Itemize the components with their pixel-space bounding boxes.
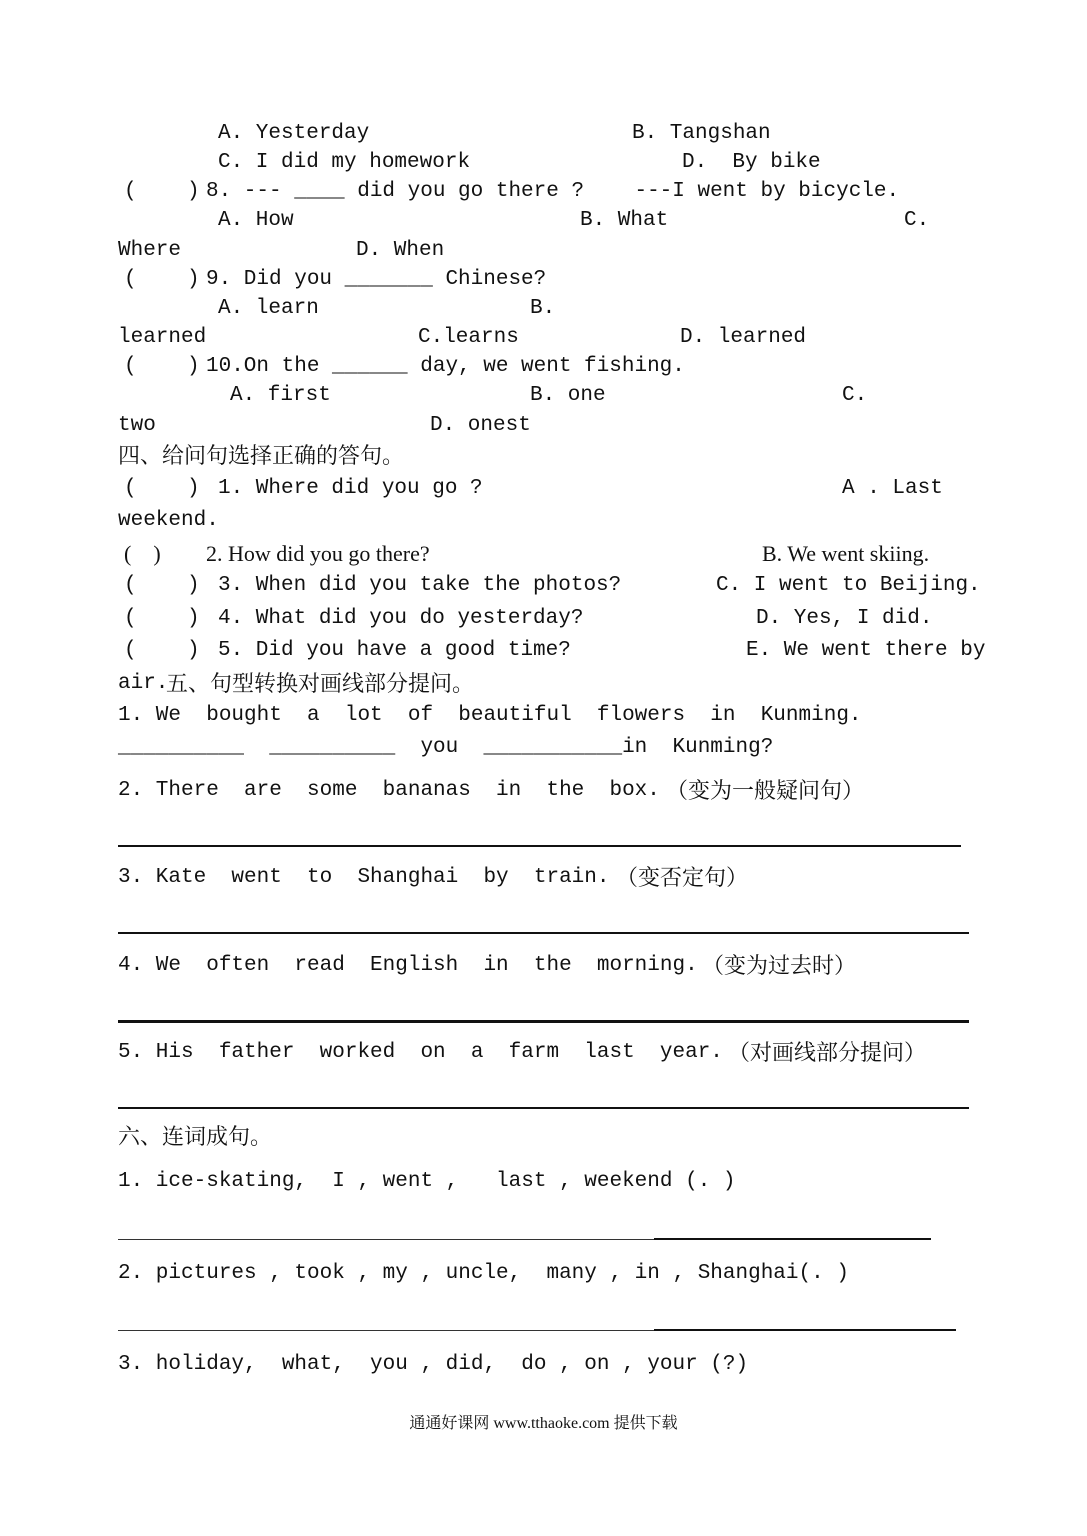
q8-option-c-letter: C. [904, 209, 930, 232]
s4-item2-question: 2. How did you go there? [206, 541, 430, 566]
q9-stem: 9. Did you _______ Chinese? [206, 268, 547, 291]
s4-item5-paren: ( ) [124, 639, 200, 662]
section5-title: 五、句型转换对画线部分提问。 [166, 671, 475, 696]
s4-item3-answer: C. I went to Beijing. [716, 574, 981, 597]
q8-option-a: A. How [218, 209, 294, 232]
s4-item5-answer-wrap: air. [118, 672, 169, 695]
s4-item4-answer: D. Yes, I did. [756, 607, 933, 630]
q9-option-b-letter: B. [530, 297, 556, 320]
q10-stem: 10.On the ______ day, we went fishing. [206, 355, 685, 378]
q9-option-b-word: learned [118, 326, 207, 349]
q8-option-b: B. What [580, 209, 669, 232]
q8-option-d: D. When [356, 239, 445, 262]
q10-option-d: D. onest [430, 414, 531, 437]
s5-sentence3: 3. Kate went to Shanghai by train. [118, 866, 610, 889]
q8-option-c-word: Where [118, 239, 182, 262]
q7-option-a: A. Yesterday [218, 122, 370, 145]
q9-option-a: A. learn [218, 297, 319, 320]
q10-answer-paren: ( ) [124, 355, 200, 378]
s5-sentence2-note: （变为一般疑问句） [666, 778, 865, 803]
s5-sentence5-note: （对画线部分提问） [728, 1040, 927, 1065]
q10-option-b: B. one [530, 384, 606, 407]
s5-sentence1-blanks: __________ __________ you ___________in Kunming? [118, 736, 774, 759]
s4-item2-paren: ( ) [124, 541, 161, 566]
page-footer: 通通好课网 www.tthaoke.com 提供下载 [409, 1415, 678, 1432]
q10-option-c-letter: C. [842, 384, 868, 407]
section6-title: 六、连词成句。 [118, 1124, 273, 1149]
answer-line-s6-2a [118, 1330, 654, 1331]
q10-option-c-word: two [118, 414, 156, 437]
s6-item2: 2. pictures , took , my , uncle, many , in , Shanghai(. ) [118, 1262, 849, 1285]
q8-answer-paren: ( ) [124, 180, 200, 203]
q9-option-c: C.learns [418, 326, 519, 349]
s4-item3-paren: ( ) [124, 574, 200, 597]
q8-stem: 8. --- ____ did you go there ? ---I went by bicycle. [206, 180, 900, 203]
s5-sentence5: 5. His father worked on a farm last year. [118, 1041, 723, 1064]
s5-sentence1: 1. We bought a lot of beautiful flowers in Kunming. [118, 704, 862, 727]
s4-item3-question: 3. When did you take the photos? [218, 574, 622, 597]
section4-title: 四、给问句选择正确的答句。 [118, 443, 405, 468]
answer-line-s5-3 [118, 932, 969, 934]
q10-option-a: A. first [230, 384, 331, 407]
answer-line-s5-2 [118, 845, 961, 847]
s4-item5-answer: E. We went there by [746, 639, 986, 662]
s4-item5-question: 5. Did you have a good time? [218, 639, 571, 662]
s4-item1-paren: ( ) [124, 477, 200, 500]
answer-line-s5-5 [118, 1107, 969, 1109]
s4-item4-paren: ( ) [124, 607, 200, 630]
s4-item1-question: 1. Where did you go ? [218, 477, 483, 500]
s6-item1: 1. ice-skating, I , went , last , weekend (. ) [118, 1170, 736, 1193]
q7-option-d: D. By bike [682, 151, 821, 174]
s5-sentence2: 2. There are some bananas in the box. [118, 779, 660, 802]
q7-option-c: C. I did my homework [218, 151, 471, 174]
s5-sentence3-note: （变否定句） [616, 865, 749, 890]
s4-item4-question: 4. What did you do yesterday? [218, 607, 584, 630]
q9-option-d: D. learned [680, 326, 807, 349]
answer-line-s6-1b [654, 1238, 931, 1240]
s6-item3: 3. holiday, what, you , did, do , on , your (?) [118, 1353, 749, 1376]
s4-item2-answer: B. We went skiing. [762, 541, 930, 566]
s4-item1-answer-wrap: weekend. [118, 509, 219, 532]
q7-option-b: B. Tangshan [632, 122, 771, 145]
s5-sentence4-note: （变为过去时） [702, 953, 857, 978]
answer-line-s5-4 [118, 1020, 969, 1023]
answer-line-s6-1a [118, 1239, 654, 1240]
s5-sentence4: 4. We often read English in the morning. [118, 954, 698, 977]
q9-answer-paren: ( ) [124, 268, 200, 291]
answer-line-s6-2b [654, 1329, 956, 1331]
s4-item1-answer: A . Last [842, 477, 943, 500]
